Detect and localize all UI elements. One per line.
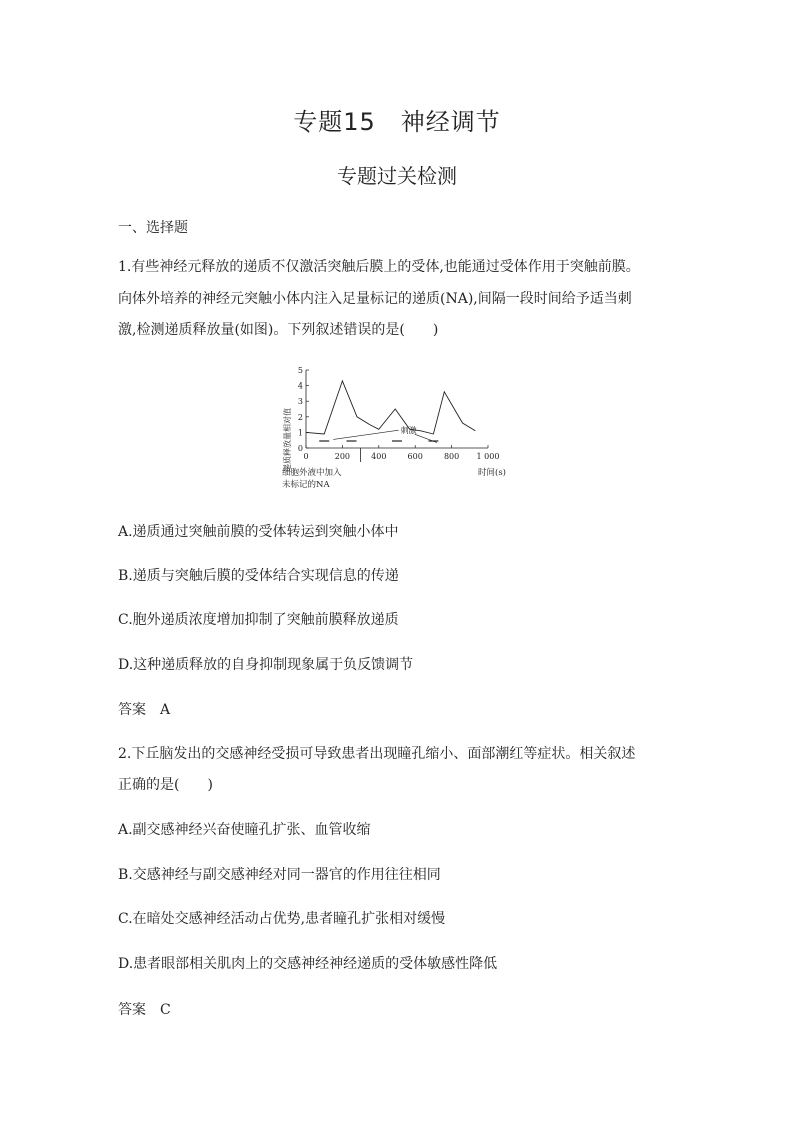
na-annotation-line-1: 细胞外液中加入 (282, 468, 342, 478)
q1-stem-line-2: 向体外培养的神经元突触小体内注入足量标记的递质(NA),间隔一段时间给予适当刺 (118, 291, 632, 307)
chart-xlabel: 时间(s) (478, 468, 506, 478)
y-tick-label: 5 (297, 366, 303, 375)
y-tick-label: 1 (297, 428, 303, 438)
series-line (306, 381, 475, 434)
q2-option-b: B.交感神经与副交感神经对同一器官的作用往往相同 (118, 867, 441, 883)
stimulus-label: 刺激 (400, 426, 417, 436)
chart-ylabel: 递质释放量相对值 (283, 408, 292, 472)
x-tick-label: 0 (303, 452, 309, 461)
page-subtitle: 专题过关检测 (337, 164, 457, 188)
stimulus-leader (415, 434, 437, 442)
x-tick-label: 400 (371, 452, 387, 461)
y-tick-label: 2 (297, 412, 303, 422)
x-tick-label: 1 000 (476, 452, 500, 461)
q2-option-a: A.副交感神经兴奋使瞳孔扩张、血管收缩 (118, 822, 371, 838)
q2-option-d: D.患者眼部相关肌肉上的交感神经神经递质的受体敏感性降低 (118, 956, 498, 972)
q2-stem-line-2: 正确的是( ) (118, 777, 213, 793)
q1-stem-line-1: 1.有些神经元释放的递质不仅激活突触后膜上的受体,也能通过受体作用于突触前膜。 (118, 259, 640, 275)
x-tick-label: 800 (443, 452, 460, 461)
y-tick-label: 4 (297, 381, 303, 391)
q1-stem-line-3: 激,检测递质释放量(如图)。下列叙述错误的是( ) (118, 322, 439, 338)
section-heading: 一、选择题 (118, 220, 188, 236)
q1-option-c: C.胞外递质浓度增加抑制了突触前膜释放递质 (118, 612, 399, 628)
page-title: 专题15 神经调节 (293, 108, 501, 136)
x-tick-label: 600 (407, 452, 423, 461)
q1-option-a: A.递质通过突触前膜的受体转运到突触小体中 (118, 524, 399, 540)
stimulus-leader (333, 430, 398, 439)
q2-stem-line-1: 2.下丘脑发出的交感神经受损可导致患者出现瞳孔缩小、面部潮红等症状。相关叙述 (118, 746, 636, 762)
q1-option-d: D.这种递质释放的自身抑制现象属于负反馈调节 (118, 657, 414, 673)
na-annotation-line-2: 未标记的NA (282, 480, 330, 490)
y-tick-label: 3 (297, 397, 303, 407)
q1-answer: 答案 A (118, 702, 171, 718)
release-chart (278, 362, 518, 497)
q2-option-c: C.在暗处交感神经活动占优势,患者瞳孔扩张相对缓慢 (118, 911, 446, 927)
q2-answer: 答案 C (118, 1002, 171, 1018)
y-tick-label: 0 (297, 444, 303, 453)
q1-option-b: B.递质与突触后膜的受体结合实现信息的传递 (118, 568, 399, 584)
x-tick-label: 200 (334, 452, 351, 461)
